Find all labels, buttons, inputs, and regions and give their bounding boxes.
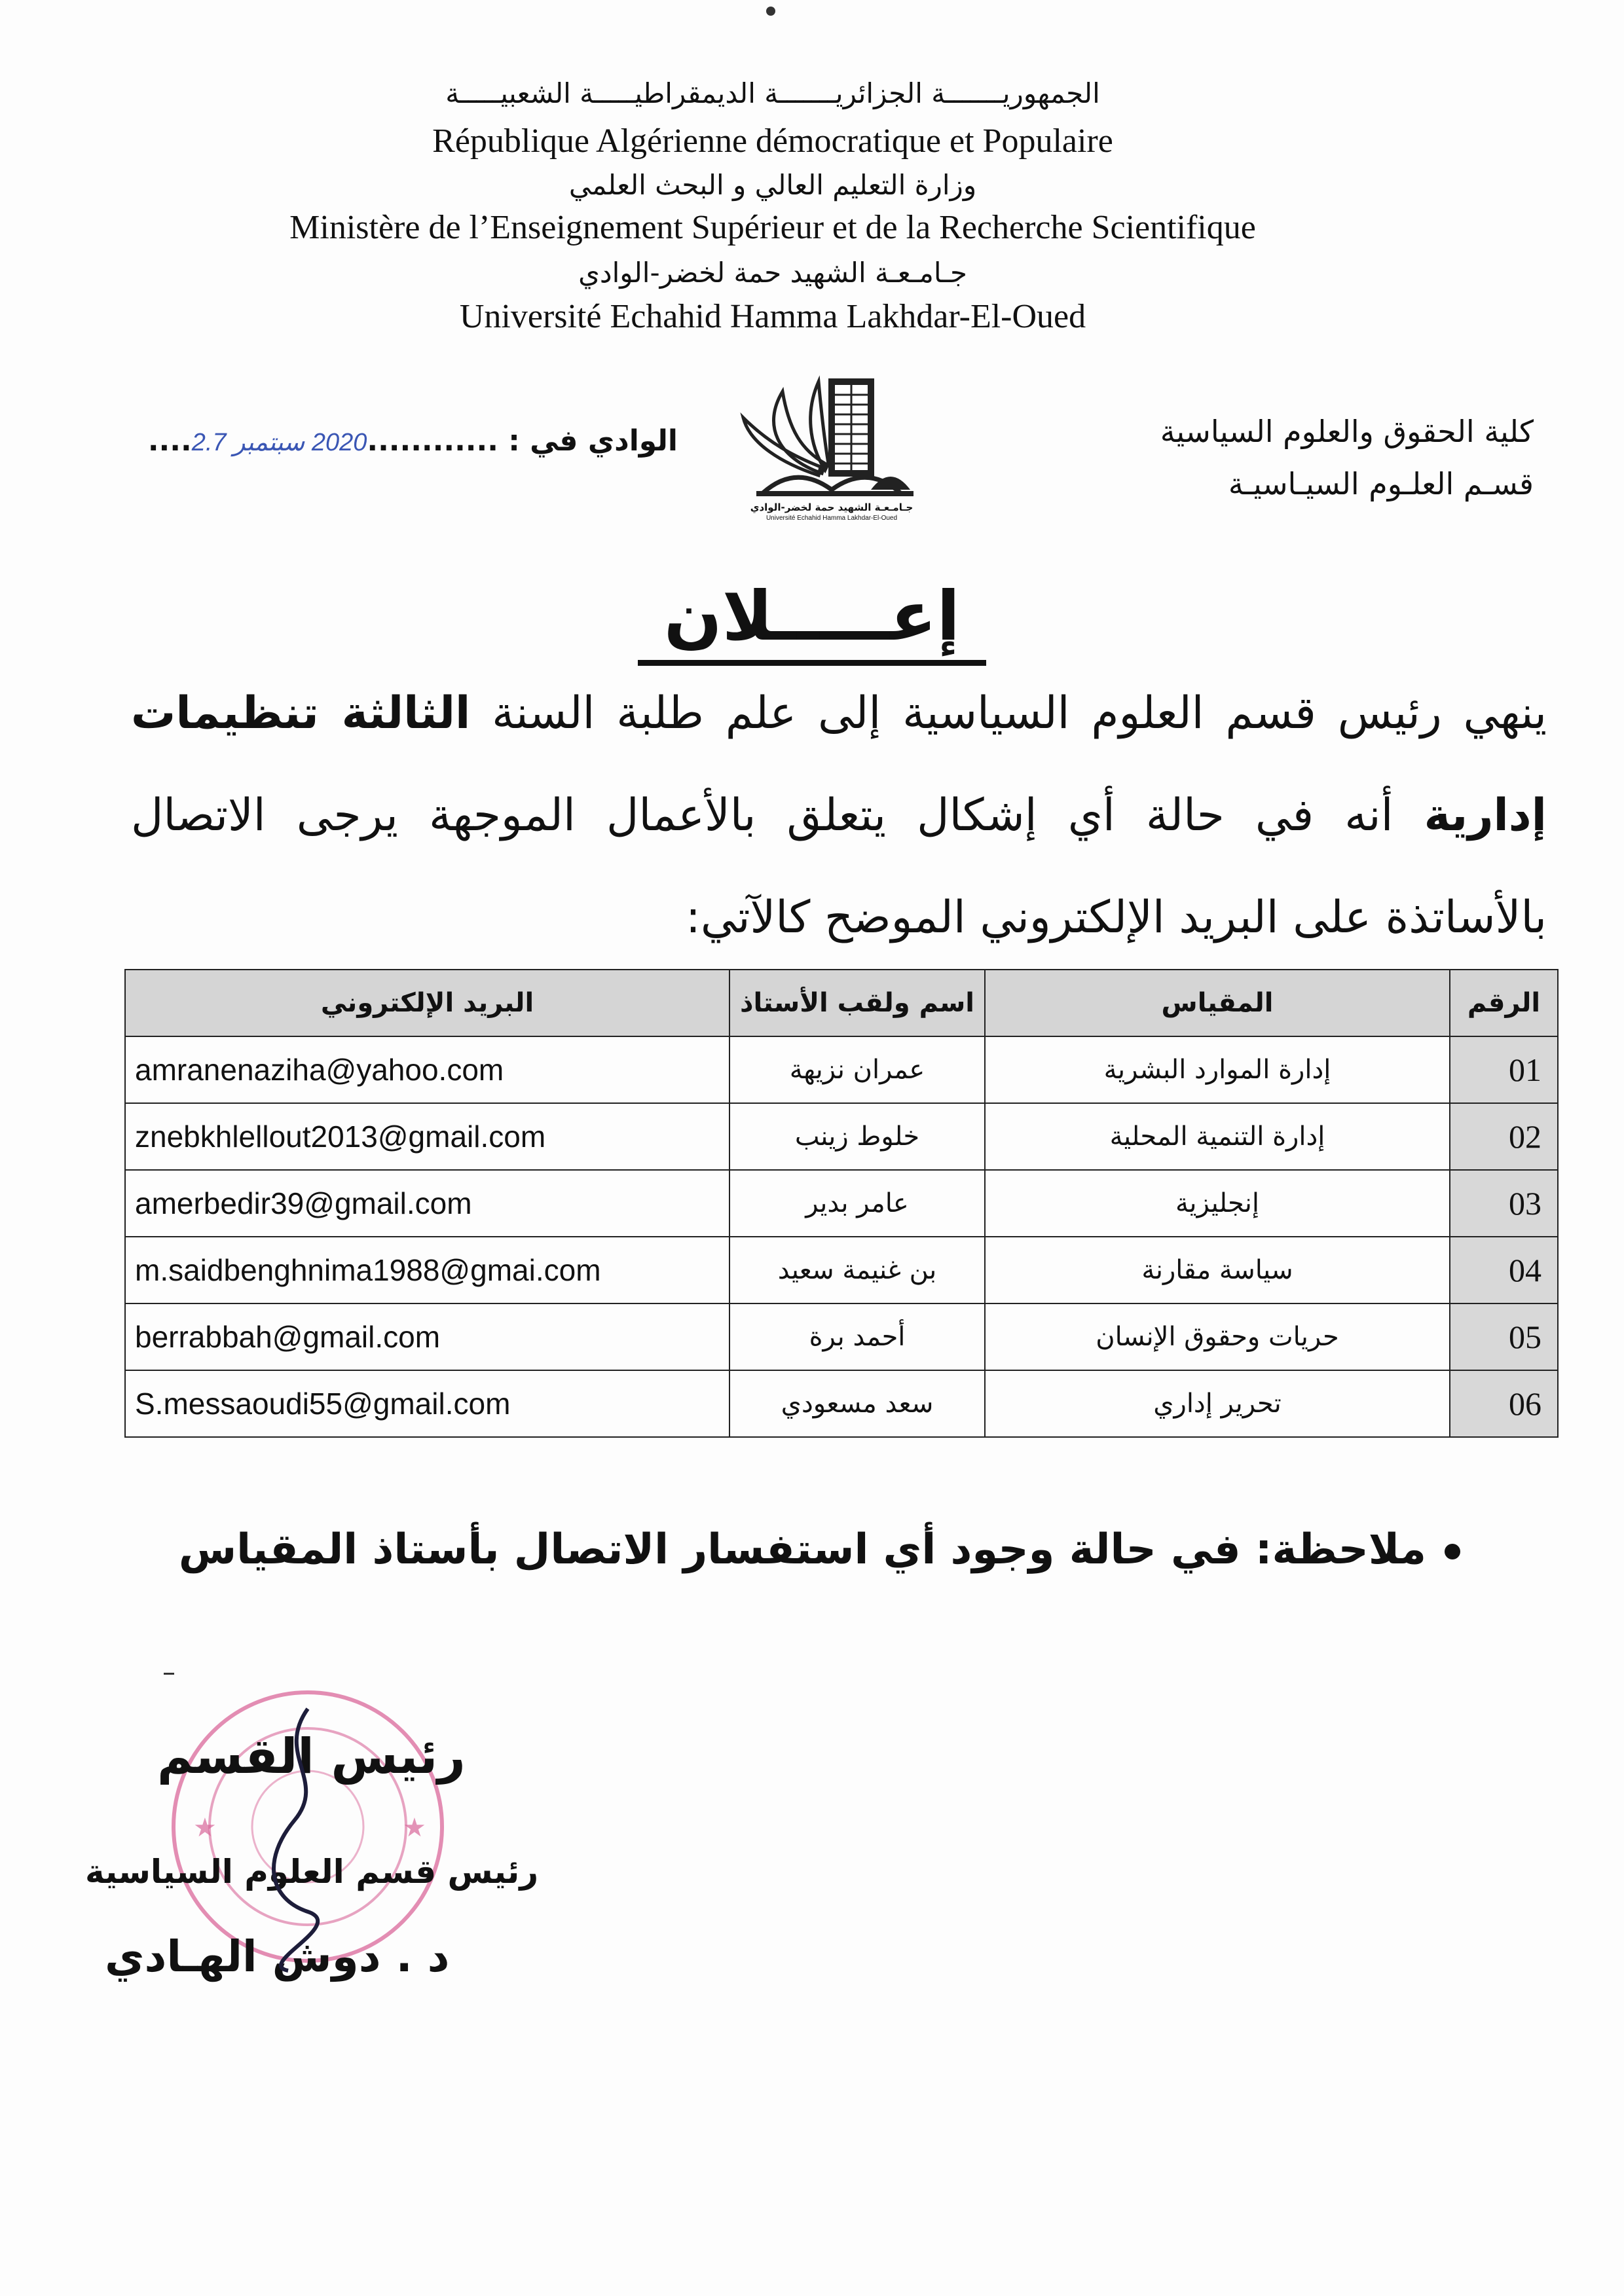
header-email: البريد الإلكتروني: [125, 970, 729, 1036]
signature-scribble: [196, 1702, 406, 1977]
table-header-row: [125, 970, 1558, 1036]
row-professor: بن غنيمة سعيد: [729, 1237, 985, 1303]
date-value: 2020 سبتمبر 2.7: [191, 429, 367, 456]
header-republic-fr: République Algérienne démocratique et Populaire: [432, 122, 1113, 160]
row-subject: حريات وحقوق الإنسان: [985, 1303, 1450, 1370]
body-line-1-text: ينهي رئيس قسم العلوم السياسية إلى علم طلبة السنة: [470, 687, 1547, 739]
body-line-1-bold: الثالثة تنظيمات: [131, 687, 471, 739]
row-professor: عمران نزيهة: [729, 1036, 985, 1103]
header-ministry-ar: وزارة التعليم العالي و البحث العلمي: [568, 169, 977, 201]
row-num: 02: [1450, 1103, 1558, 1170]
faculty-name: كلية الحقوق والعلوم السياسية: [1160, 414, 1534, 449]
table-row: [125, 1237, 1558, 1303]
header-num: الرقم: [1450, 970, 1558, 1036]
contacts-table: [124, 969, 1559, 1438]
bullet-icon: [1445, 1544, 1460, 1559]
table-row: [125, 1036, 1558, 1103]
table-row: [125, 1303, 1558, 1370]
note-text: ملاحظة: في حالة وجود أي استفسار الاتصال بأستاذ المقياس: [178, 1525, 1426, 1574]
svg-text:★: ★: [403, 1813, 426, 1843]
row-subject: إنجليزية: [985, 1170, 1450, 1237]
signature-name: د . دوش الهـادي: [105, 1931, 450, 1982]
row-email: amranenaziha@yahoo.com: [125, 1036, 729, 1103]
announcement-title: [0, 576, 1624, 656]
row-subject: إدارة الموارد البشرية: [985, 1036, 1450, 1103]
header-subject: المقياس: [985, 970, 1450, 1036]
header-professor: اسم ولقب الأستاذ: [729, 970, 985, 1036]
row-email: amerbedir39@gmail.com: [125, 1170, 729, 1237]
scan-dash-icon: [164, 1673, 174, 1675]
date-dots: ....: [147, 424, 192, 458]
svg-text:★: ★: [193, 1813, 217, 1843]
header-ministry-fr: Ministère de l’Enseignement Supérieur et de la Recherche Scientifique: [289, 209, 1256, 246]
date-line: [148, 424, 678, 458]
logo-caption-fr: Université Echahid Hamma Lakhdar-El-Oued: [766, 515, 898, 522]
table-row: [125, 1103, 1558, 1170]
body-line-2-bold: إدارية: [1424, 790, 1547, 841]
university-logo-graphic: [737, 365, 927, 503]
row-subject: سياسة مقارنة: [985, 1237, 1450, 1303]
body-line-2-text: أنه في حالة أي إشكال يتعلق بالأعمال الموجهة يرجى الاتصال: [131, 790, 1424, 841]
scan-mark-icon: [766, 7, 775, 16]
row-num: 03: [1450, 1170, 1558, 1237]
row-email: m.saidbenghnima1988@gmai.com: [125, 1237, 729, 1303]
date-label: الوادي في : ............: [367, 424, 678, 458]
header-university-fr: Université Echahid Hamma Lakhdar-El-Oued: [459, 298, 1086, 335]
row-email: berrabbah@gmail.com: [125, 1303, 729, 1370]
body-line-2: [131, 790, 1547, 841]
row-num: 06: [1450, 1370, 1558, 1437]
table-row: [125, 1370, 1558, 1437]
announcement-title-text: إعـــــلان: [638, 576, 986, 666]
signature-stamp-line: رئيس قسم العلوم السياسية: [85, 1853, 539, 1891]
row-professor: عامر بدير: [729, 1170, 985, 1237]
row-num: 01: [1450, 1036, 1558, 1103]
department-name: قسـم العلـوم السيـاسيـة: [1228, 466, 1534, 501]
row-email: S.messaoudi55@gmail.com: [125, 1370, 729, 1437]
row-professor: أحمد برة: [729, 1303, 985, 1370]
row-subject: تحرير إداري: [985, 1370, 1450, 1437]
row-professor: خلوط زينب: [729, 1103, 985, 1170]
row-subject: إدارة التنمية المحلية: [985, 1103, 1450, 1170]
note-line: [179, 1525, 1460, 1574]
row-professor: سعد مسعودي: [729, 1370, 985, 1437]
table-row: [125, 1170, 1558, 1237]
logo-caption-ar: جـامـعـة الشهيد حمة لخضر-الوادي: [750, 501, 913, 513]
row-email: znebkhlellout2013@gmail.com: [125, 1103, 729, 1170]
header-republic-ar: الجمهوريـــــــة الجزائريـــــــة الديمقراطيـــــة الشعبيـــــة: [445, 77, 1100, 109]
body-line-1: [131, 687, 1547, 739]
row-num: 05: [1450, 1303, 1558, 1370]
header-university-ar: جـامـعـة الشهيد حمة لخضر-الوادي: [578, 257, 967, 289]
university-logo: [737, 365, 927, 522]
row-num: 04: [1450, 1237, 1558, 1303]
body-line-3: بالأساتذة على البريد الإلكتروني الموضح كالآتي:: [686, 892, 1547, 943]
signature-title: رئيس القسم: [157, 1728, 466, 1785]
